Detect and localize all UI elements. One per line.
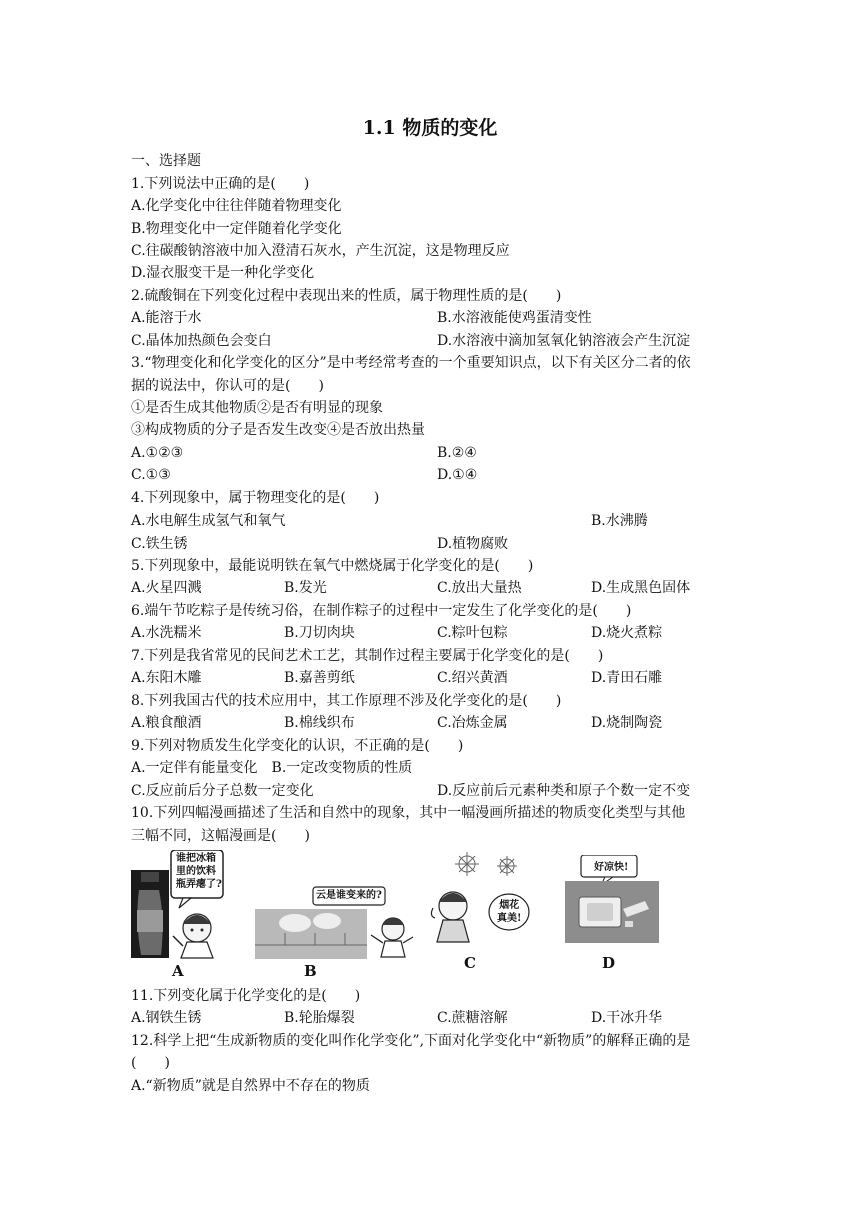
q3-stem-line2: 据的说法中，你认可的是( ) xyxy=(131,378,324,394)
q9-stem: 9.下列对物质发生化学变化的认识，不正确的是( ) xyxy=(131,738,464,754)
q11-stem: 11.下列变化属于化学变化的是( ) xyxy=(131,988,361,1004)
q3-option-b: B.②④ xyxy=(437,445,477,461)
q3-statement-2: ③构成物质的分子是否发生改变④是否放出热量 xyxy=(131,422,425,438)
q8-option-b: B.棉线织布 xyxy=(284,715,355,731)
cartoon-a-bubble-line: 里的饮料 xyxy=(176,866,216,877)
cartoon-c-bubble-text xyxy=(497,899,521,925)
q6-option-c: C.粽叶包粽 xyxy=(437,625,508,641)
q7-option-d: D.青田石雕 xyxy=(591,670,663,686)
q10-stem-line2: 三幅不同，这幅漫画是( ) xyxy=(131,828,310,844)
q2-option-a: A.能溶于水 xyxy=(131,310,202,326)
q11-option-b: B.轮胎爆裂 xyxy=(284,1010,355,1026)
q9-option-ab: A.一定伴有能量变化 B.一定改变物质的性质 xyxy=(131,760,413,776)
q12-stem-line1: 12.科学上把“生成新物质的变化叫作化学变化”,下面对化学变化中“新物质”的解释正确的是 xyxy=(131,1033,691,1049)
q7-option-c: C.绍兴黄酒 xyxy=(437,670,508,686)
q9-option-d: D.反应前后元素种类和原子个数一定不变 xyxy=(437,783,691,799)
cartoon-a-bubble-text xyxy=(176,852,222,891)
q2-option-b: B.水溶液能使鸡蛋清变性 xyxy=(437,310,592,326)
cartoon-a-bubble-line: 谁把冰箱 xyxy=(176,853,216,864)
q6-option-b: B.刀切肉块 xyxy=(284,625,355,641)
q10-stem-line1: 10.下列四幅漫画描述了生活和自然中的现象，其中一幅漫画所描述的物质变化类型与其他 xyxy=(131,805,686,821)
q11-option-a: A.钢铁生锈 xyxy=(131,1010,202,1026)
q4-option-d: D.植物腐败 xyxy=(437,536,509,552)
q5-option-d: D.生成黑色固体 xyxy=(591,580,691,596)
cartoon-d-bubble-text: 好凉快! xyxy=(594,862,629,873)
q3-statement-1: ①是否生成其他物质②是否有明显的现象 xyxy=(131,400,383,416)
q8-option-c: C.冶炼金属 xyxy=(437,715,508,731)
page-title: 1.1 物质的变化 xyxy=(362,117,498,139)
q3-option-d: D.①④ xyxy=(437,467,478,483)
q2-option-c: C.晶体加热颜色会变白 xyxy=(131,333,272,349)
q7-stem: 7.下列是我省常见的民间艺术工艺，其制作过程主要属于化学变化的是( ) xyxy=(131,648,604,664)
q12-option-a: A.“新物质”就是自然界中不存在的物质 xyxy=(131,1078,370,1094)
section-heading: 一、选择题 xyxy=(131,153,201,169)
cartoon-a-label: A xyxy=(172,962,184,980)
q6-option-a: A.水洗糯米 xyxy=(131,625,202,641)
q5-option-a: A.火星四溅 xyxy=(131,580,202,596)
q7-option-a: A.东阳木雕 xyxy=(131,670,202,686)
q4-option-c: C.铁生锈 xyxy=(131,536,188,552)
cartoon-c-bubble-line: 烟花 xyxy=(499,900,520,911)
q8-option-a: A.粮食酿酒 xyxy=(131,715,202,731)
q1-option-d: D.湿衣服变干是一种化学变化 xyxy=(131,265,315,281)
q8-option-d: D.烧制陶瓷 xyxy=(591,715,663,731)
q5-stem: 5.下列现象中，最能说明铁在氧气中燃烧属于化学变化的是( ) xyxy=(131,558,534,574)
q3-option-a: A.①②③ xyxy=(131,445,184,461)
q8-stem: 8.下列我国古代的技术应用中，其工作原理不涉及化学变化的是( ) xyxy=(131,693,562,709)
q3-option-c: C.①③ xyxy=(131,467,171,483)
q12-stem-line2: ( ) xyxy=(131,1055,170,1071)
q7-option-b: B.嘉善剪纸 xyxy=(284,670,355,686)
q11-option-d: D.干冰升华 xyxy=(591,1010,663,1026)
cartoon-b-bubble-text: 云是谁变来的? xyxy=(316,890,382,901)
cartoon-d-label: D xyxy=(602,954,616,972)
q6-stem: 6.端午节吃粽子是传统习俗，在制作粽子的过程中一定发生了化学变化的是( ) xyxy=(131,603,632,619)
q3-stem-line1: 3.“物理变化和化学变化的区分”是中考经常考查的一个重要知识点，以下有关区分二者的依 xyxy=(131,355,691,371)
q6-option-d: D.烧火煮粽 xyxy=(591,625,663,641)
q11-option-c: C.蔗糖溶解 xyxy=(437,1010,508,1026)
q9-option-c: C.反应前后分子总数一定变化 xyxy=(131,783,314,799)
q4-option-b: B.水沸腾 xyxy=(591,513,648,529)
q5-option-c: C.放出大量热 xyxy=(437,580,522,596)
q2-stem: 2.硫酸铜在下列变化过程中表现出来的性质，属于物理性质的是( ) xyxy=(131,288,562,304)
cartoon-c-label: C xyxy=(464,954,476,972)
q1-option-c: C.往碳酸钠溶液中加入澄清石灰水，产生沉淀，这是物理反应 xyxy=(131,243,510,259)
cartoon-c-bubble-line: 真美! xyxy=(497,913,522,924)
q1-stem: 1.下列说法中正确的是( ) xyxy=(131,176,310,192)
cartoon-a-bubble-line: 瓶弄瘪了? xyxy=(176,879,222,890)
q2-option-d: D.水溶液中滴加氢氧化钠溶液会产生沉淀 xyxy=(437,333,691,349)
q1-option-a: A.化学变化中往往伴随着物理变化 xyxy=(131,198,342,214)
q5-option-b: B.发光 xyxy=(284,580,327,596)
q4-stem: 4.下列现象中，属于物理变化的是( ) xyxy=(131,490,380,506)
q1-option-b: B.物理变化中一定伴随着化学变化 xyxy=(131,221,342,237)
q4-option-a: A.水电解生成氢气和氧气 xyxy=(131,513,286,529)
cartoon-b-label: B xyxy=(304,962,317,980)
